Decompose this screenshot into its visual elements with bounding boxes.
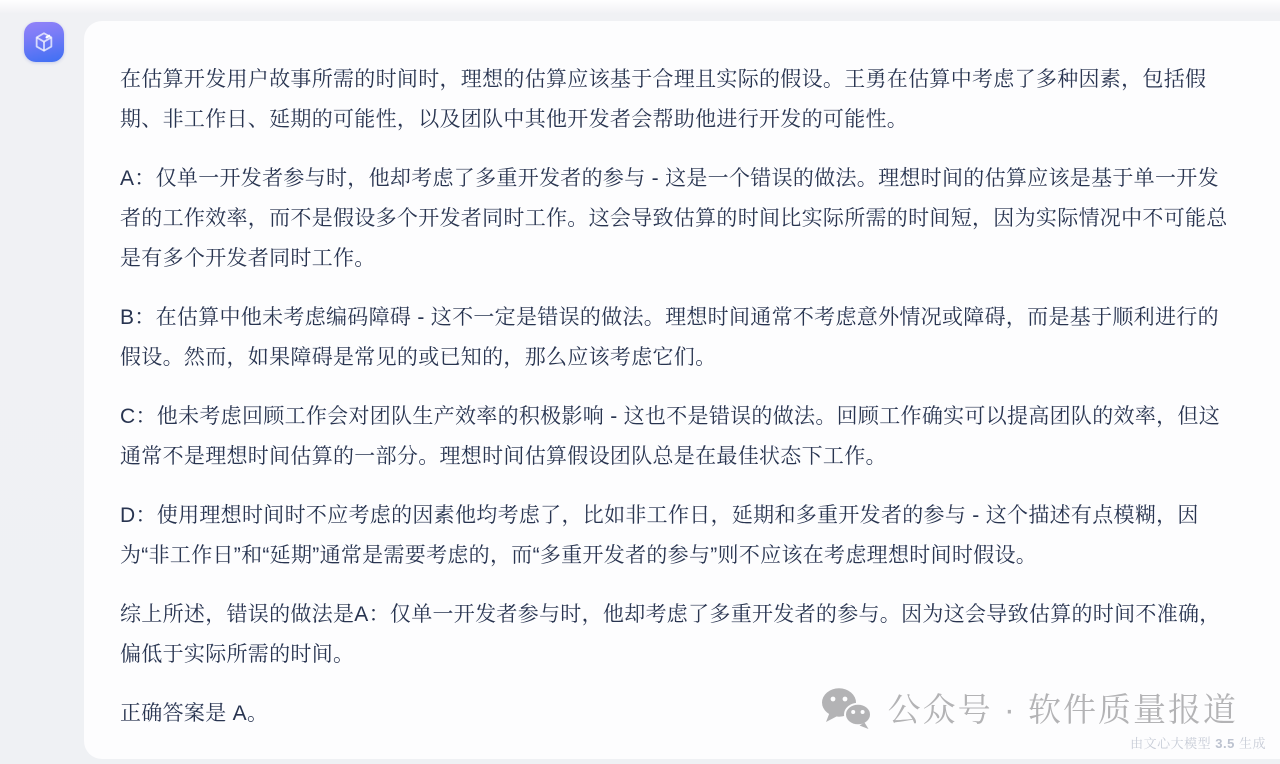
message-paragraph-option-d: D：使用理想时间时不应考虑的因素他均考虑了，比如非工作日，延期和多重开发者的参与 - 这个描述有点模糊，因为“非工作日”和“延期”通常是需要考虑的，而“多重开发者的参与”则不应该在考虑理想时间时假设。 xyxy=(120,504,1199,567)
assistant-message-text xyxy=(84,21,1280,734)
assistant-message-card xyxy=(84,21,1280,759)
message-paragraph-option-a: A：仅单一开发者参与时，他却考虑了多重开发者的参与 - 这是一个错误的做法。理想时间的估算应该是基于单一开发者的工作效率，而不是假设多个开发者同时工作。这会导致估算的时间比实际所需的时间短，因为实际情况中不可能总是有多个开发者同时工作。 xyxy=(120,167,1228,270)
message-paragraph-conclusion: 综上所述，错误的做法是A：仅单一开发者参与时，他却考虑了多重开发者的参与。因为这会导致估算的时间不准确，偏低于实际所需的时间。 xyxy=(120,603,1221,666)
message-paragraph-answer: 正确答案是 A。 xyxy=(120,702,269,725)
cube-logo-icon xyxy=(30,28,58,56)
generator-note-suffix: 生成 xyxy=(1234,736,1266,751)
watermark xyxy=(820,684,1238,731)
assistant-avatar xyxy=(24,22,64,62)
message-paragraph-option-c: C：他未考虑回顾工作会对团队生产效率的积极影响 - 这也不是错误的做法。回顾工作确实可以提高团队的效率，但这通常不是理想时间估算的一部分。理想时间估算假设团队总是在最佳状态下工作。 xyxy=(120,405,1221,468)
wechat-icon xyxy=(820,686,872,730)
message-paragraph-intro: 在估算开发用户故事所需的时间时，理想的估算应该基于合理且实际的假设。王勇在估算中考虑了多种因素，包括假期、非工作日、延期的可能性，以及团队中其他开发者会帮助他进行开发的可能性。 xyxy=(120,68,1207,131)
generator-note-prefix: 由文心大模型 xyxy=(1130,736,1216,751)
generator-model-version: 3.5 xyxy=(1215,736,1235,751)
generator-note xyxy=(1130,733,1266,752)
message-paragraph-option-b: B：在估算中他未考虑编码障碍 - 这不一定是错误的做法。理想时间通常不考虑意外情况或障碍，而是基于顺利进行的假设。然而，如果障碍是常见的或已知的，那么应该考虑它们。 xyxy=(120,306,1219,369)
watermark-label: 公众号 · 软件质量报道 xyxy=(887,691,1238,728)
